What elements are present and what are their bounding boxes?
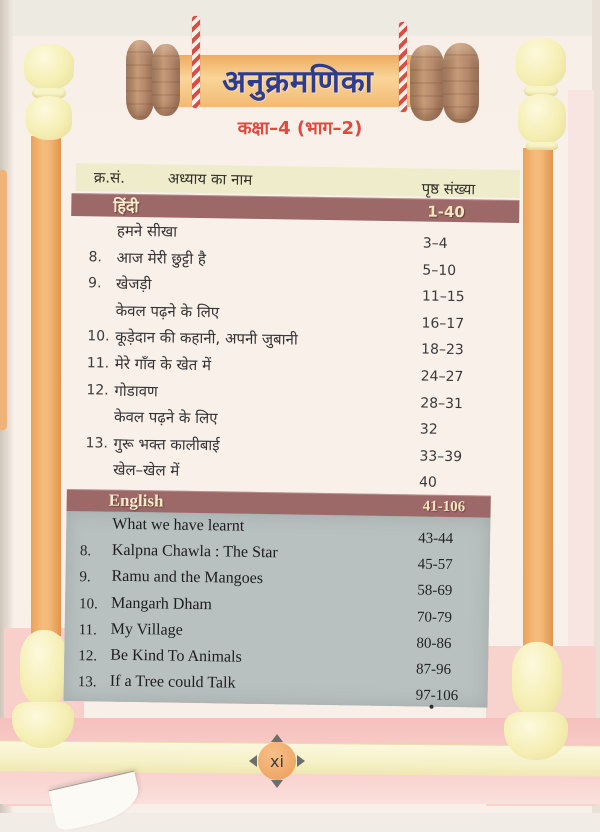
- pillar-capital-icon: [24, 44, 74, 90]
- chapter-title: केवल पढ़ने के लिए: [113, 407, 218, 428]
- page-title: अनुक्रमणिका: [222, 64, 374, 100]
- hanging-rope-icon: [399, 22, 407, 112]
- pillar-capital-icon: [516, 38, 566, 88]
- scroll-roller-icon: [126, 38, 182, 122]
- english-section-box: [64, 511, 491, 708]
- chapter-title: What we have learnt: [112, 515, 245, 535]
- hanging-rope-icon: [192, 16, 200, 108]
- chapter-number: 13.: [77, 674, 97, 691]
- header-serial: क्र.सं.: [93, 168, 126, 187]
- chapter-pages: 5–10: [422, 262, 457, 279]
- chapter-title: Be Kind To Animals: [110, 646, 242, 666]
- chapter-number: 9.: [87, 275, 102, 292]
- section-name: हिंदी: [113, 196, 139, 217]
- chapter-title: मेरे गाँव के खेत में: [114, 354, 212, 375]
- chapter-pages: 70-79: [416, 609, 453, 626]
- chapter-pages: 45-57: [417, 556, 453, 574]
- chapter-pages: 87-96: [415, 661, 452, 678]
- chapter-title: Ramu and the Mangoes: [111, 568, 264, 588]
- chapter-pages: 3–4: [422, 235, 448, 252]
- roller-lobe: [152, 44, 180, 116]
- chapter-title: केवल पढ़ने के लिए: [115, 301, 220, 322]
- chapter-number: 12.: [78, 648, 98, 665]
- english-chapter-list: [64, 515, 491, 705]
- chapter-pages: 43-44: [418, 530, 454, 548]
- table-row: [64, 672, 488, 705]
- chapter-title: हमने सीखा: [116, 221, 178, 241]
- chapter-pages: 40: [418, 474, 437, 492]
- roller-lobe: [443, 43, 479, 123]
- scan-top-margin: [0, 0, 600, 36]
- chapter-pages: 97-106: [415, 687, 459, 705]
- arrow-up-icon: [271, 734, 283, 742]
- chapter-number: 11.: [86, 355, 110, 372]
- chapter-title: My Village: [110, 620, 183, 639]
- chapter-number: 8.: [88, 248, 103, 266]
- class-subtitle: कक्षा–4 (भाग–2): [237, 118, 363, 139]
- chapter-pages: 28–31: [420, 395, 464, 412]
- section-page-range: 41-106: [422, 498, 466, 516]
- adjacent-page-sliver: [0, 170, 7, 430]
- chapter-pages: 33–39: [419, 448, 463, 465]
- hindi-chapter-list: [67, 220, 519, 493]
- section-page-range: 1-40: [427, 202, 465, 222]
- chapter-pages: 32: [419, 421, 438, 438]
- header-pages: पृष्ठ संख्या: [421, 179, 476, 199]
- chapter-pages: 58-69: [417, 582, 453, 600]
- pillar-ring-icon: [526, 142, 558, 150]
- title-banner: [178, 55, 418, 107]
- chapter-title: खेजड़ी: [115, 274, 152, 294]
- page-number-badge: [253, 737, 301, 785]
- pillar-base-icon: [512, 642, 562, 716]
- chapter-title: Mangarh Dham: [110, 594, 213, 613]
- roller-lobe: [126, 40, 154, 120]
- chapter-pages: 24–27: [420, 368, 464, 386]
- header-chapter: अध्याय का नाम: [167, 169, 253, 189]
- arrow-left-icon: [249, 755, 257, 767]
- chapter-title: If a Tree could Talk: [109, 672, 236, 692]
- page-number: xi: [258, 742, 296, 780]
- chapter-number: 13.: [85, 434, 108, 452]
- pillar-base-icon: [20, 630, 68, 706]
- chapter-pages: 11–15: [421, 288, 465, 306]
- chapter-number: 12.: [86, 381, 109, 399]
- chapter-pages: 16–17: [421, 315, 465, 332]
- chapter-number: 8.: [79, 543, 92, 560]
- chapter-number: 10.: [87, 328, 110, 345]
- chapter-title: खेल–खेल में: [113, 461, 180, 481]
- chapter-pages: 18–23: [420, 341, 464, 359]
- chapter-title: Kalpna Chawla : The Star: [111, 541, 278, 562]
- pillar-shaft: [31, 136, 61, 636]
- arrow-down-icon: [271, 780, 283, 788]
- chapter-number: 10.: [78, 595, 98, 613]
- chapter-title: आज मेरी छुट्टी है: [116, 248, 207, 268]
- chapter-title: गुरू भक्त कालीबाई: [113, 434, 220, 455]
- chapter-pages: 80-86: [416, 635, 452, 652]
- chapter-number: 11.: [78, 621, 97, 639]
- chapter-number: 9.: [79, 569, 91, 586]
- chapter-title: कूड़ेदान की कहानी, अपनी जुबानी: [115, 328, 298, 349]
- chapter-title: गोडावण: [114, 381, 159, 400]
- section-name: English: [108, 490, 164, 511]
- roller-lobe: [410, 45, 444, 121]
- pillar-shaft: [523, 148, 553, 646]
- ink-speck: [429, 705, 433, 709]
- scroll-roller-icon: [410, 43, 480, 125]
- arrow-right-icon: [297, 755, 305, 767]
